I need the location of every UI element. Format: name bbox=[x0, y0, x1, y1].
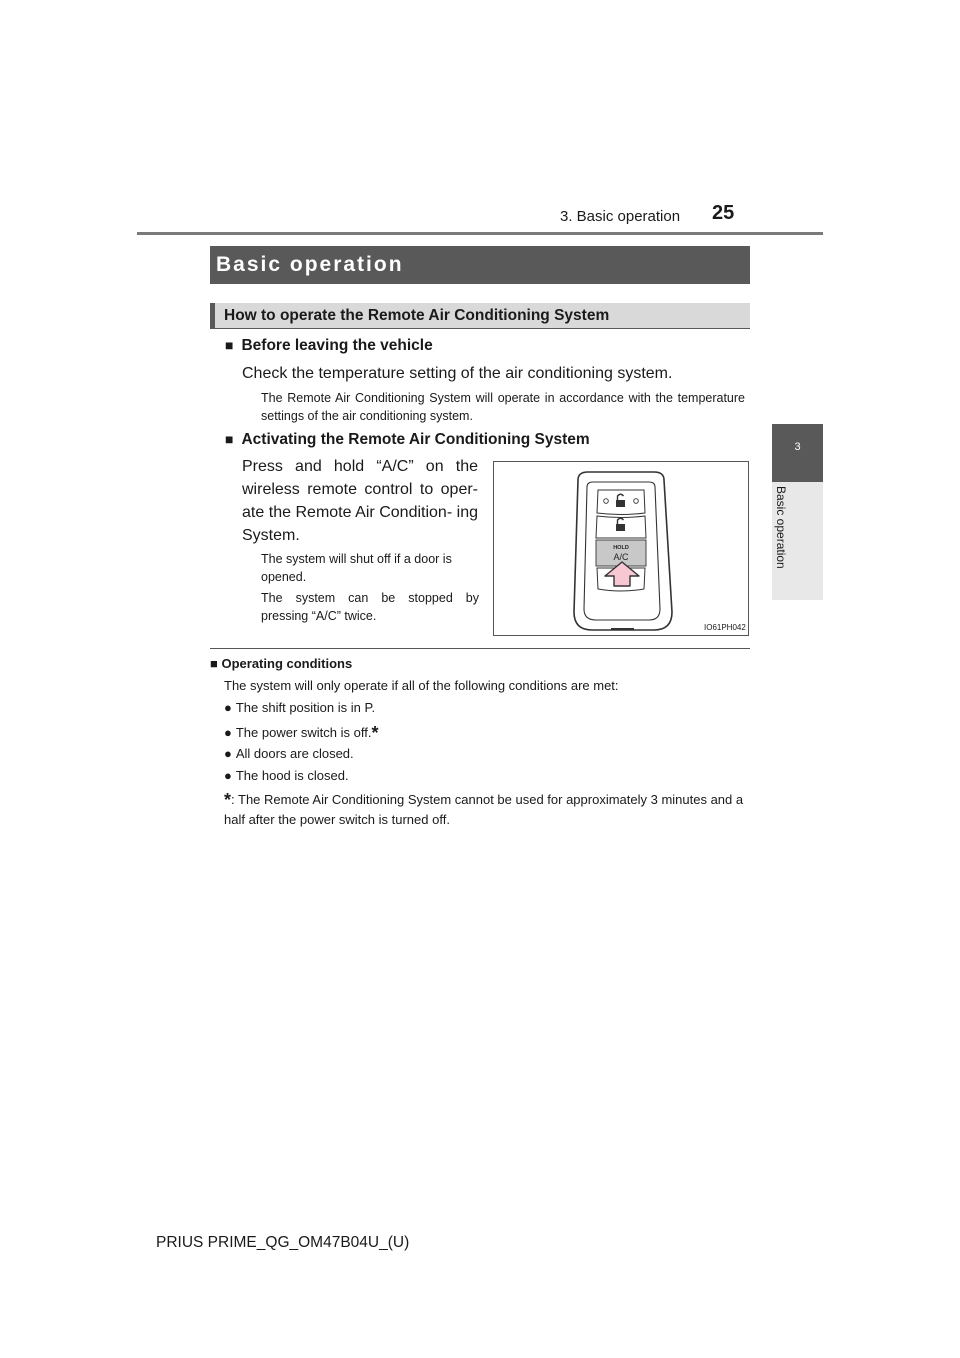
instruction-check-temperature: Check the temperature setting of the air conditioning system. bbox=[242, 365, 673, 382]
note-stop-twice: The system can be stopped by pressing “A/C” twice. bbox=[261, 591, 479, 623]
note-door-opened: The system will shut off if a door is opened. bbox=[261, 552, 452, 584]
header-rule bbox=[137, 232, 823, 235]
list-item bbox=[224, 700, 375, 715]
subsection-bar-accent bbox=[210, 303, 215, 328]
chapter-tab-label-text: Basic operation bbox=[774, 486, 788, 569]
bullet-dot-icon: ● bbox=[224, 768, 232, 783]
square-bullet-icon: ■ bbox=[225, 337, 234, 353]
note-temperature-settings: The Remote Air Conditioning System will operate in accordance with the temperature settings of the air conditioning system. bbox=[261, 391, 745, 423]
page-number: 25 bbox=[712, 202, 735, 224]
heading-before-leaving bbox=[225, 337, 433, 355]
conditions-intro: The system will only operate if all of the following conditions are met: bbox=[224, 678, 619, 693]
section-title: Basic operation bbox=[210, 246, 750, 284]
fig-hold-label: HOLD bbox=[613, 545, 629, 551]
heading-activating bbox=[225, 431, 590, 449]
smart-key-icon bbox=[494, 462, 748, 635]
list-item-text: The hood is closed. bbox=[235, 768, 349, 783]
subsection-bar-rule bbox=[210, 328, 750, 329]
chapter-tab-label bbox=[774, 486, 806, 598]
footnote-star: * bbox=[224, 790, 232, 810]
remote-key-illustration bbox=[493, 461, 749, 636]
chapter-tab-number: 3 bbox=[772, 424, 823, 482]
heading-operating-conditions bbox=[210, 656, 352, 671]
list-item-text: All doors are closed. bbox=[235, 746, 354, 761]
list-item bbox=[224, 746, 354, 761]
fig-ac-label: A/C bbox=[613, 552, 629, 562]
bullet-dot-icon: ● bbox=[224, 700, 232, 715]
heading-operating-conditions-text: Operating conditions bbox=[221, 656, 353, 671]
list-item-text: The power switch is off. bbox=[235, 725, 372, 740]
footnote bbox=[224, 790, 746, 829]
instruction-press-hold: Press and hold “A/C” on the wireless remote control to oper- ate the Remote Air Condition- ing System. bbox=[242, 458, 478, 544]
square-bullet-icon: ■ bbox=[225, 431, 234, 447]
section-separator bbox=[210, 648, 750, 649]
running-header-chapter: 3. Basic operation bbox=[560, 208, 681, 225]
list-item-text: The shift position is in P. bbox=[235, 700, 376, 715]
bullet-dot-icon: ● bbox=[224, 746, 232, 761]
heading-before-leaving-text: Before leaving the vehicle bbox=[241, 337, 433, 354]
document-footer: PRIUS PRIME_QG_OM47B04U_(U) bbox=[156, 1234, 410, 1251]
footnote-text: : The Remote Air Conditioning System cannot be used for approximately 3 minutes and a half after the power switch is turned off. bbox=[224, 792, 744, 827]
figure-code: IO61PH042 bbox=[704, 623, 746, 632]
heading-activating-text: Activating the Remote Air Conditioning System bbox=[241, 431, 590, 448]
bullet-dot-icon: ● bbox=[224, 725, 232, 740]
list-item bbox=[224, 768, 349, 783]
square-bullet-icon: ■ bbox=[210, 656, 218, 671]
subsection-title: How to operate the Remote Air Conditioning System bbox=[224, 307, 610, 324]
list-item bbox=[224, 723, 378, 744]
footnote-star: * bbox=[371, 723, 379, 743]
